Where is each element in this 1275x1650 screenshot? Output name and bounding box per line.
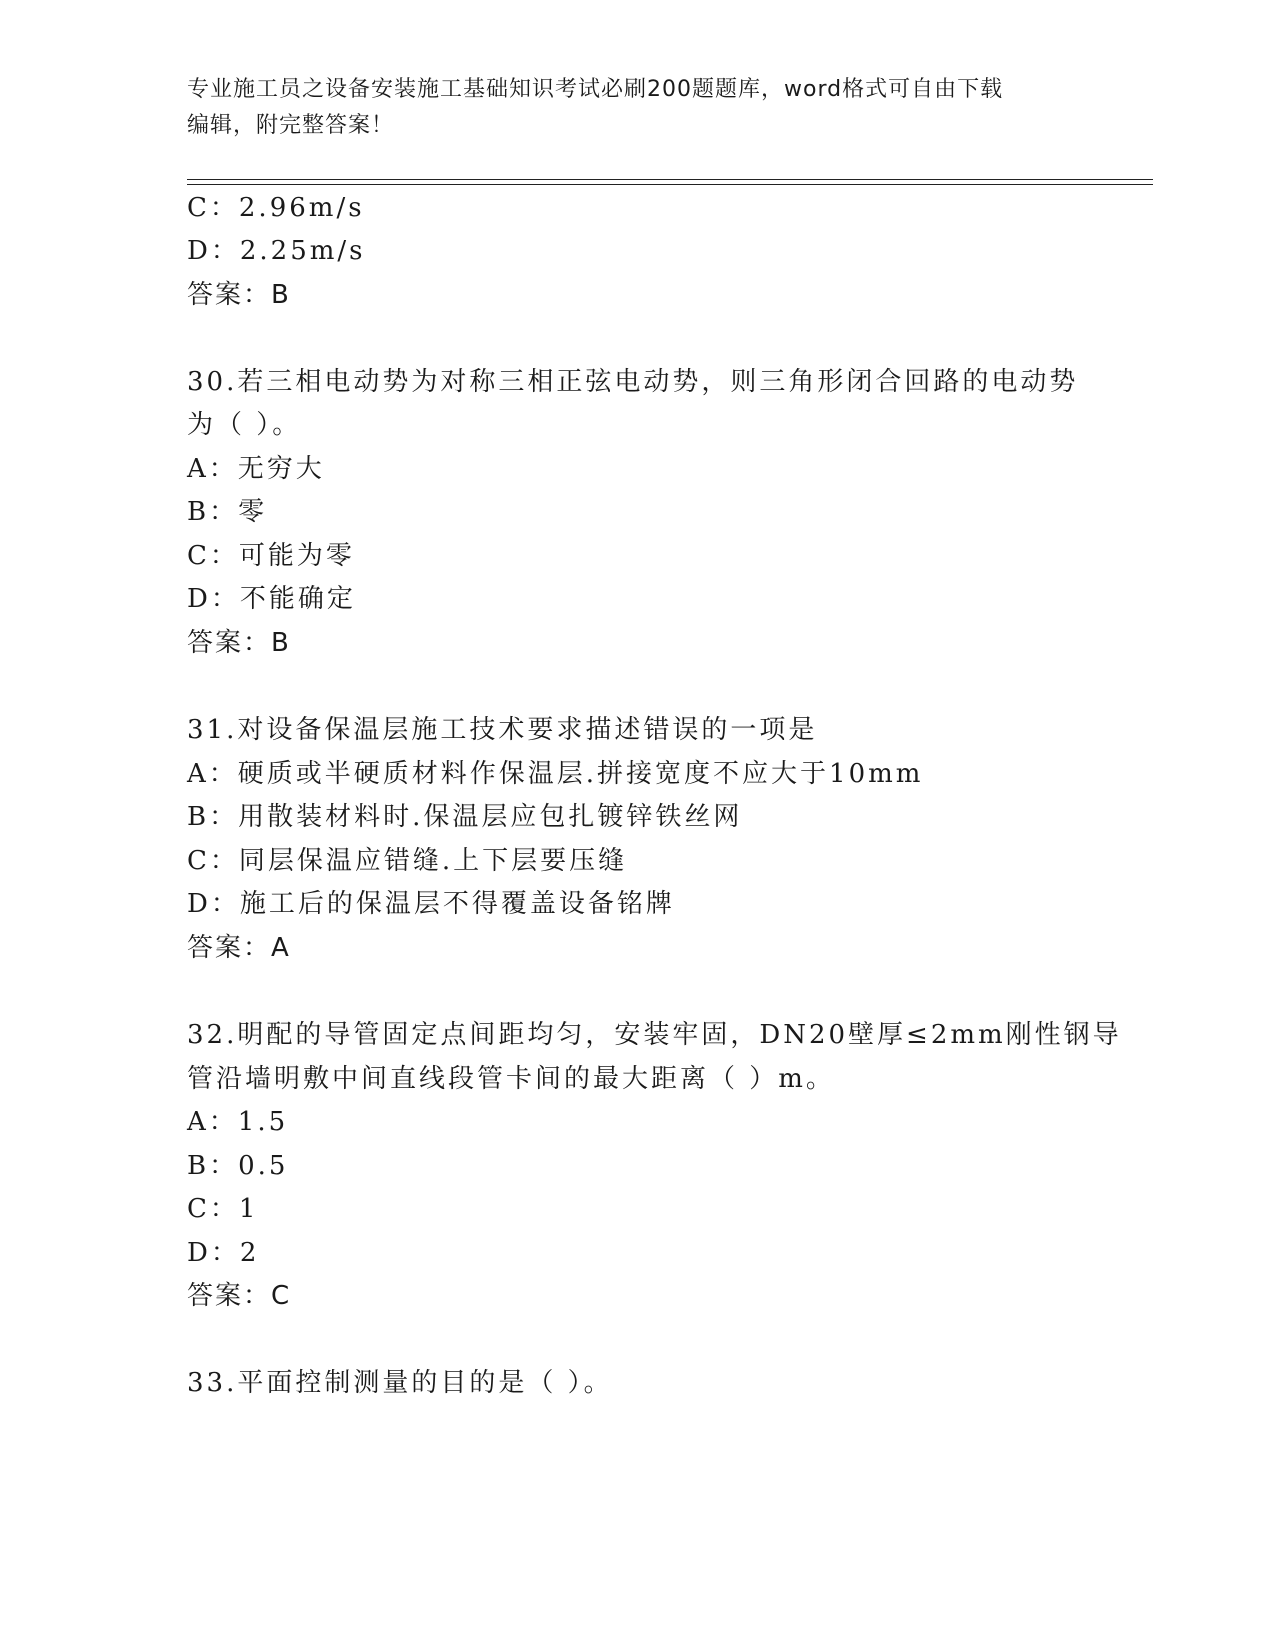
header-rule-top bbox=[187, 179, 1153, 180]
option-b: B：0.5 bbox=[187, 1151, 289, 1181]
option-a: A：1.5 bbox=[187, 1107, 289, 1137]
answer: 答案：B bbox=[187, 628, 291, 658]
question-32-stem-1: 32.明配的导管固定点间距均匀，安装牢固，DN20壁厚≤2mm刚性钢导 bbox=[187, 1020, 1122, 1050]
question-31-stem-1: 31.对设备保温层施工技术要求描述错误的一项是 bbox=[187, 715, 818, 745]
option-c: C：同层保温应错缝.上下层要压缝 bbox=[187, 846, 628, 876]
option-a: A：无穷大 bbox=[187, 454, 325, 484]
answer: 答案：B bbox=[187, 280, 291, 310]
option-d: D：施工后的保温层不得覆盖设备铭牌 bbox=[187, 889, 675, 919]
question-30-stem-2: 为（ ）。 bbox=[187, 410, 302, 440]
option-d: D：2.25m/s bbox=[187, 236, 366, 266]
option-c: C：1 bbox=[187, 1194, 259, 1224]
option-b: B：用散装材料时.保温层应包扎镀锌铁丝网 bbox=[187, 802, 743, 832]
header-line-1: 专业施工员之设备安装施工基础知识考试必刷200题题库，word格式可自由下载 bbox=[187, 77, 1004, 102]
option-d: D：不能确定 bbox=[187, 584, 356, 614]
option-a: A：硬质或半硬质材料作保温层.拼接宽度不应大于10mm bbox=[187, 759, 924, 789]
question-33-stem-1: 33.平面控制测量的目的是（ ）。 bbox=[187, 1368, 613, 1398]
option-d: D：2 bbox=[187, 1238, 260, 1268]
question-30-stem-1: 30.若三相电动势为对称三相正弦电动势，则三角形闭合回路的电动势 bbox=[187, 367, 1079, 397]
option-c: C：2.96m/s bbox=[187, 193, 365, 223]
answer: 答案：A bbox=[187, 933, 291, 963]
question-32-stem-2: 管沿墙明敷中间直线段管卡间的最大距离（ ）m。 bbox=[187, 1064, 835, 1094]
option-b: B：零 bbox=[187, 497, 268, 527]
page-header bbox=[187, 72, 1087, 144]
option-c: C：可能为零 bbox=[187, 541, 355, 571]
header-rule-bottom bbox=[187, 184, 1153, 185]
header-line-2: 编辑，附完整答案！ bbox=[187, 113, 395, 138]
answer: 答案：C bbox=[187, 1281, 292, 1311]
